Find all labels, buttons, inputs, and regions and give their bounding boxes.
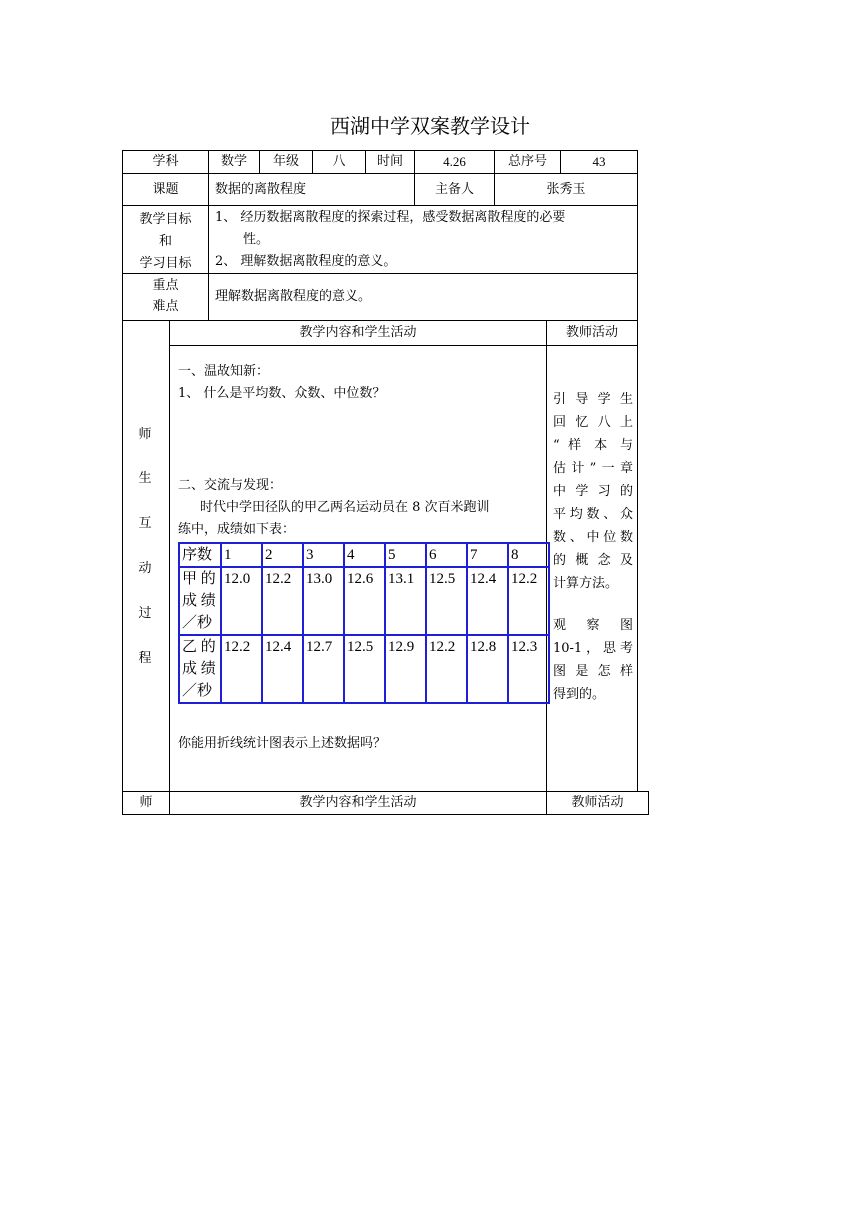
table-col-header: 4 (344, 543, 385, 567)
key-points-label-line: 重点 (152, 278, 179, 293)
teacher-note-line: 计算方法。 (553, 576, 619, 591)
key-points-label-line: 难点 (152, 299, 179, 314)
row-label-jia (179, 567, 221, 635)
table-row (179, 635, 549, 703)
teacher-note-line: 的 概 念 及 (553, 553, 633, 568)
goals-label-line: 学习目标 (139, 256, 192, 271)
table-cell: 12.2 (426, 635, 467, 703)
teacher-note-line: 平均数、众 (553, 507, 633, 522)
side-char: 生 (138, 471, 152, 486)
goal-item-1: 1、 经历数据离散程度的探索过程，感受数据离散程度的必要 (215, 210, 566, 225)
teacher-note-line: 估计”一章 (553, 461, 633, 476)
footer-content-header: 教学内容和学生活动 (299, 795, 417, 810)
footer-side-char: 师 (139, 795, 153, 810)
seq-value: 43 (592, 154, 606, 169)
side-char: 动 (138, 561, 152, 576)
table-col-header: 1 (221, 543, 262, 567)
teacher-note-line: 图 是 怎 样 (553, 664, 633, 679)
linechart-question: 你能用折线统计图表示上述数据吗？ (178, 736, 387, 751)
goals-label (123, 209, 208, 275)
goal-item-2: 2、 理解数据离散程度的意义。 (215, 254, 397, 269)
row-label-yi (179, 635, 221, 703)
row-label-line: 成 绩 (182, 593, 216, 609)
time-value: 4.26 (443, 154, 466, 169)
table-col-header: 5 (385, 543, 426, 567)
teacher-note-line: 10-1，思考 (553, 641, 633, 656)
table-cell: 13.1 (385, 567, 426, 635)
key-points-value: 理解数据离散程度的意义。 (215, 289, 372, 304)
side-char: 程 (138, 651, 152, 666)
score-table-header-row (179, 543, 549, 567)
table-cell: 12.0 (221, 567, 262, 635)
goals-label-line: 教学目标 (139, 212, 192, 227)
table-cell: 12.2 (508, 567, 549, 635)
score-table (178, 542, 550, 704)
section2-title: 二、交流与发现： (178, 478, 283, 493)
preparer-value: 张秀玉 (546, 181, 586, 197)
goals-label-line: 和 (158, 234, 172, 249)
section1-question: 1、 什么是平均数、众数、中位数？ (178, 386, 386, 401)
document-title: 西湖中学双案教学设计 (330, 114, 530, 138)
teacher-note-line: 数、中位数 (553, 530, 633, 545)
footer-teacher-header: 教师活动 (571, 795, 624, 810)
table-col-header: 8 (508, 543, 549, 567)
table-cell: 12.5 (344, 635, 385, 703)
subject-value: 数学 (220, 154, 247, 169)
row-label-line: 乙 的 (182, 639, 216, 655)
table-cell: 12.7 (303, 635, 344, 703)
teacher-note-line: 观 察 图 (553, 618, 633, 633)
teacher-note-line: 中 学 习 的 (553, 484, 633, 499)
preparer-label: 主备人 (434, 181, 474, 197)
table-cell: 12.3 (508, 635, 549, 703)
topic-value: 数据的离散程度 (215, 181, 307, 197)
table-cell: 12.4 (262, 635, 303, 703)
content-header: 教学内容和学生活动 (299, 325, 417, 340)
table-col-header: 3 (303, 543, 344, 567)
table-cell: 12.2 (262, 567, 303, 635)
grade-label: 年级 (272, 154, 299, 169)
table-row (179, 567, 549, 635)
row-label-line: 成 绩 (182, 661, 216, 677)
subject-label: 学科 (152, 154, 179, 169)
key-points-label (123, 275, 208, 317)
goal-item-1-cont: 性。 (243, 232, 270, 247)
section2-paragraph: 时代中学田径队的甲乙两名运动员在 8 次百米跑训 (200, 500, 490, 515)
table-header-label: 序数 (179, 543, 221, 567)
teacher-note-line: “ 样 本 与 (553, 438, 633, 453)
section1-title: 一、温故知新： (178, 364, 270, 379)
time-label: 时间 (376, 154, 403, 169)
table-cell: 12.4 (467, 567, 508, 635)
table-cell: 12.2 (221, 635, 262, 703)
side-char: 互 (138, 516, 152, 531)
teacher-note-line: 回 忆 八 上 (553, 415, 633, 430)
seq-label: 总序号 (507, 154, 547, 169)
section2-paragraph-cont: 练中，成绩如下表： (178, 522, 296, 537)
table-cell: 12.5 (426, 567, 467, 635)
side-char: 过 (138, 606, 152, 621)
teacher-header: 教师活动 (565, 325, 618, 340)
table-col-header: 6 (426, 543, 467, 567)
table-cell: 12.9 (385, 635, 426, 703)
teacher-note-line: 得到的。 (553, 687, 606, 702)
teacher-note-line: 引 导 学 生 (553, 392, 633, 407)
table-cell: 13.0 (303, 567, 344, 635)
row-label-line: ／秒 (182, 683, 213, 699)
side-char: 师 (138, 427, 152, 442)
row-label-line: ／秒 (182, 615, 213, 631)
table-cell: 12.6 (344, 567, 385, 635)
row-label-line: 甲 的 (182, 571, 216, 587)
table-col-header: 2 (262, 543, 303, 567)
grade-value: 八 (332, 154, 346, 169)
topic-label: 课题 (152, 181, 179, 197)
table-cell: 12.8 (467, 635, 508, 703)
table-col-header: 7 (467, 543, 508, 567)
